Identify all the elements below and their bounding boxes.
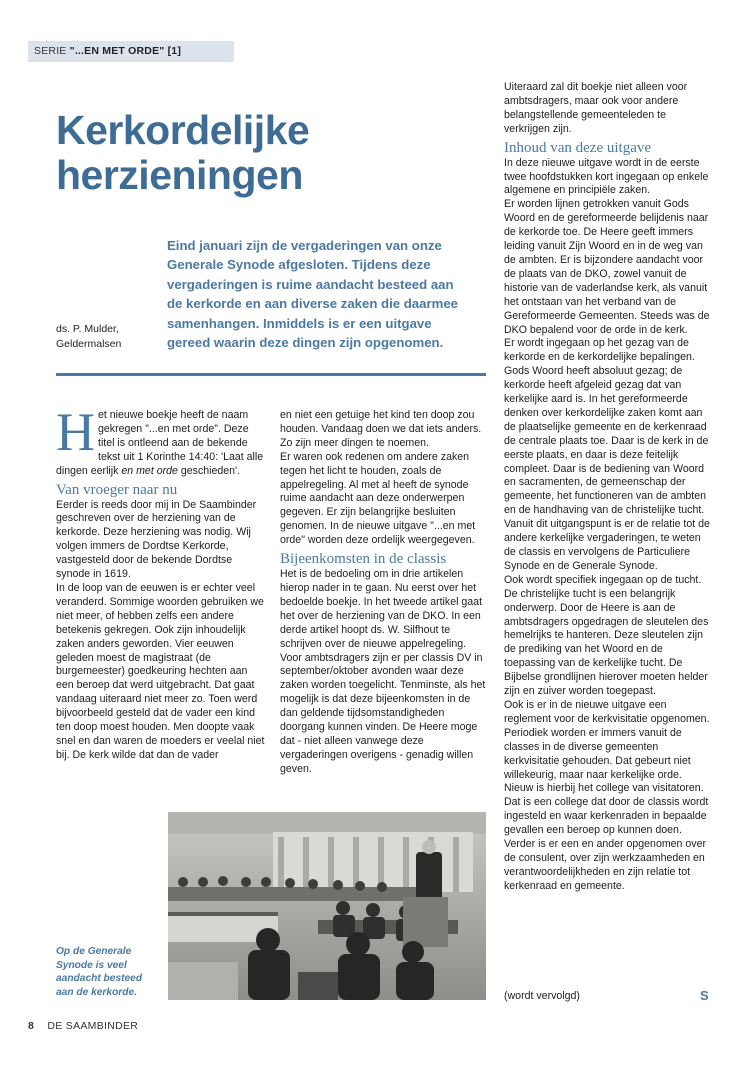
col1-paragraph-1: Eerder is reeds door mij in De Saambinder geschreven over de herziening van de kerkorde. Deze herziening was nodig. Wij volgen immers de Dordtse Kerkorde, vastgesteld door de bekende Dordtse synode in 1619. [56, 498, 257, 581]
intro-text-emphasis: en met orde [121, 464, 178, 477]
magazine-name: DE SAAMBINDER [47, 1020, 139, 1032]
article-title [56, 108, 346, 198]
col3-paragraph-6: Verder is er een en ander opgenomen over de consulent, over zijn werkzaamheden en verantwoordelijkheden en zijn relatie tot kerkenraad en gemeente. [504, 838, 707, 892]
series-banner [28, 41, 234, 62]
synod-meeting-photo [168, 812, 486, 1000]
col3-paragraph-0: Uiteraard zal dit boekje niet alleen voor ambtsdragers, maar ook voor andere belangstellende gemeenteleden te verkrijgen zijn. [504, 81, 688, 135]
col3-paragraph-2: Er worden lijnen getrokken vanuit Gods Woord en de gereformeerde belijdenis naar de kerkorde toe. De Heere geeft immers leiding vanuit Zijn Woord en in de weg van de ambten. Er is bijzondere aandacht voor de plaats van de DKO, zowel vanuit de historie van de vaderlandse kerk, als vanuit het ontstaan van het verband van de Gereformeerde Gemeenten. Steeds was de DKO bepalend voor de orde in de kerk. [504, 198, 710, 336]
column-2 [280, 409, 486, 777]
author-byline [56, 322, 166, 352]
series-title: "...EN MET ORDE" [1] [69, 45, 182, 57]
intro-text-start: et nieuwe boekje heeft de naam gekregen "...en met orde". Deze titel is ontleend aan de bekende tekst uit 1 Korinthe 14:40: 'Laat alle dingen eerlijk [56, 409, 264, 477]
col2-paragraph-2: Er waren ook redenen om andere zaken tegen het licht te houden, zoals de appelregeling. Al met al heeft de synode ruime aandacht aan deze onderwerpen gegeven. Er zijn belangrijke besluiten genomen. In de nieuwe uitgave "...en met orde" worden deze ordelijk weergegeven. [280, 450, 476, 547]
title-line-2: herzieningen [56, 152, 303, 198]
series-label: SERIE [34, 45, 67, 57]
to-be-continued: (wordt vervolgd) [504, 990, 580, 1002]
column-3 [504, 81, 714, 894]
page-number: 8 [28, 1020, 35, 1032]
col3-paragraph-5: Ook is er in de nieuwe uitgave een reglement voor de kerkvisitatie opgenomen. Periodiek worden er immers vanuit de classes in de diverse gemeenten kerkvisitatie gehouden. Dat gebeurt niet willekeurig, maar naar kerkelijke orde. Nieuw is hierbij het college van visitatoren. Dat is een college dat door de classis wordt ingesteld en waar kerkenraden in bepaalde gevallen een beroep op kunnen doen. [504, 698, 710, 837]
col3-paragraph-1: In deze nieuwe uitgave wordt in de eerste twee hoofdstukken kort ingegaan op enkele algemene en principiële zaken. [504, 156, 709, 197]
page-footer [28, 1020, 138, 1032]
photo-illustration [168, 812, 486, 1000]
author-name: ds. P. Mulder, [56, 323, 119, 335]
col2-paragraph-1: en niet een getuige het kind ten doop zou houden. Vandaag doen we dat iets anders. Zo zijn meer dingen te noemen. [280, 409, 482, 449]
section-divider [56, 373, 486, 376]
intro-paragraph [56, 402, 268, 479]
drop-cap: H [56, 402, 95, 462]
title-line-1: Kerkordelijke [56, 107, 310, 153]
col1-paragraph-2: In de loop van de eeuwen is er echter veel veranderd. Sommige woorden gebruiken we niet meer, of hebben zelfs een andere betekenis gekregen. Ook zijn inhoudelijk zaken anders geworden. Vier eeuwen geleden moest de magistraat (de burgemeester) goedkeuring hechten aan een beroep dat werd uitgebracht. Dat gaat vandaag uiteraard niet meer zo. Toen werd bijvoorbeeld gesteld dat de vader een kind ten doop moest houden. Men doopte vaak snel en dan waren de moeders er veelal niet bij. De kerk wilde dat dan de vader [56, 581, 265, 761]
lead-paragraph: Eind januari zijn de vergaderingen van onze Generale Synode afgesloten. Tijdens deze vergaderingen is ruime aandacht besteed aan de kerkorde en aan diverse zaken die daarmee samenhangen. Inmiddels is er een uitgave gereed waarin deze dingen zijn opgenomen. [167, 238, 459, 351]
intro-text-end: geschieden'. [177, 464, 241, 477]
col2-paragraph-3: Het is de bedoeling om in drie artikelen hierop nader in te gaan. Nu eerst over het bedoelde boekje. In het tweede artikel gaat het over de herziening van de DKO. In een derde artikel hoopt ds. W. Silfhout te schrijven over de nieuwe appelregeling. Voor ambtsdragers zijn er per classis DV in september/oktober avonden waar deze zaken worden toegelicht. Tenminste, als het mogelijk is dat deze bijeenkomsten in de dan geldende tijdsomstandigheden doorgang kunnen vinden. De Heere moge dat - niet alleen vanwege deze vergaderingen overigens - genadig willen geven. [280, 568, 486, 775]
heading-van-vroeger-naar-nu: Van vroeger naar nu [56, 481, 178, 498]
end-mark-icon: S [700, 988, 709, 1003]
column-1 [56, 402, 268, 763]
author-place: Geldermalsen [56, 338, 122, 350]
heading-inhoud: Inhoud van deze uitgave [504, 139, 652, 156]
col3-paragraph-4: Ook wordt specifiek ingegaan op de tucht. De christelijke tucht is een belangrijk onderwerp. Door de Heere is aan de ambtsdragers opgedragen de sleutelen des hemelrijks te hanteren. Deze sleutelen zijn de prediking van het Woord en de toepassing van de kerkelijke tucht. De Bijbelse grondlijnen hierover moeten helder zijn en zuiver worden toegepast. [504, 573, 709, 698]
col3-paragraph-3: Er wordt ingegaan op het gezag van de kerkorde en de kerkordelijke bepalingen. Gods Woord heeft absoluut gezag; de kerkorde heeft afgeleid gezag dat van kerkelijke aard is. In het gereformeerde denken over kerkordelijke zaken komt aan de plaatselijke gemeente en de kerkenraad de centrale plaats toe. Daar is de kerk in de eerste plaats, en daar is deze feitelijk compleet. Daar is de bediening van Woord en sacramenten, de gemeenschap der gemeente, het functioneren van de ambten en de handhaving van de christelijke tucht. Vanuit dit uitgangspunt is er de relatie tot de andere kerkelijke vergaderingen, te weten de classis en vervolgens de Particuliere Synode en de Generale Synode. [504, 337, 710, 572]
heading-bijeenkomsten: Bijeenkomsten in de classis [280, 551, 447, 568]
photo-caption: Op de Generale Synode is veel aandacht besteed aan de kerkorde. [56, 946, 143, 998]
